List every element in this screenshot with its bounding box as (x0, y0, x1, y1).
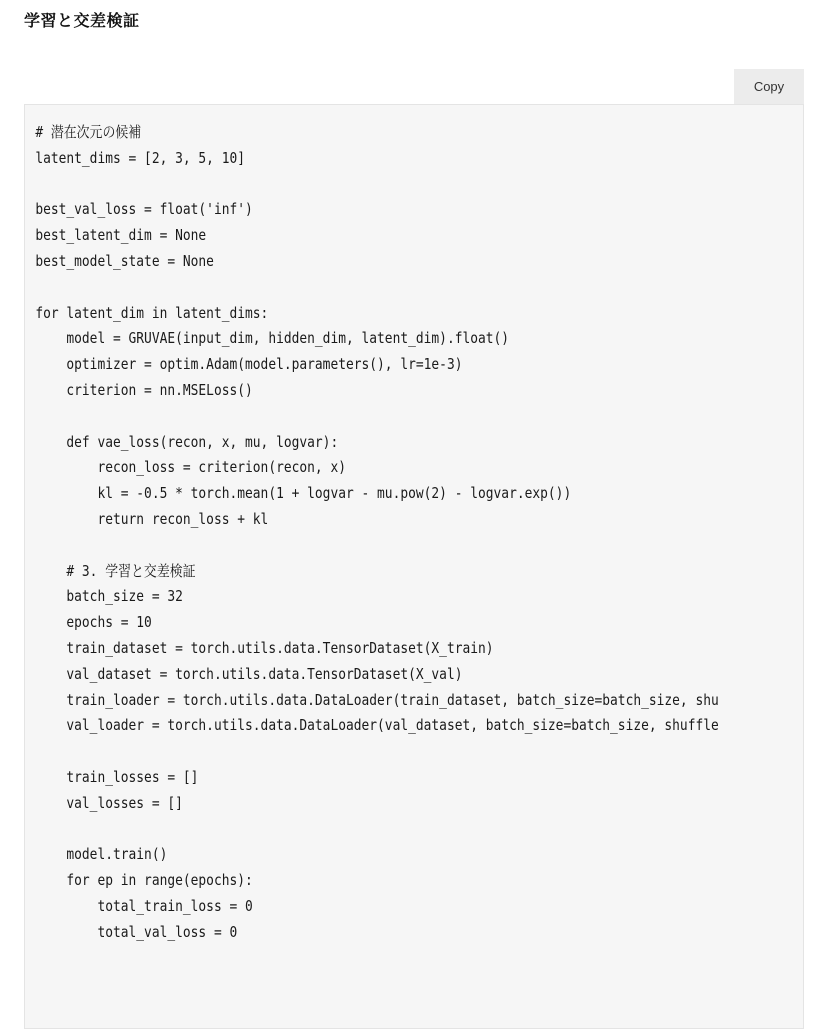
code-line (35, 946, 694, 972)
code-line: latent_dims = [2, 3, 5, 10] (35, 148, 246, 167)
code-line: train_dataset = torch.utils.data.TensorDataset(X_train) (35, 638, 494, 657)
code-line: model = GRUVAE(input_dim, hidden_dim, latent_dim).float() (35, 329, 510, 348)
code-line: for latent_dim in latent_dims: (35, 303, 269, 322)
code-line: best_val_loss = float('inf') (35, 200, 253, 219)
code-line (35, 404, 694, 430)
code-line: val_dataset = torch.utils.data.TensorDataset(X_val) (35, 664, 463, 683)
page-title: 学習と交差検証 (24, 11, 140, 30)
code-block[interactable] (24, 104, 804, 1029)
code-line: # 3. 学習と交差検証 (35, 561, 196, 580)
code-line (35, 817, 694, 843)
code-line: optimizer = optim.Adam(model.parameters(), lr=1e-3) (35, 355, 463, 374)
code-line: best_model_state = None (35, 251, 214, 270)
code-line: return recon_loss + kl (35, 509, 269, 528)
code-line: kl = -0.5 * torch.mean(1 + logvar - mu.pow(2) - logvar.exp()) (35, 484, 572, 503)
code-line: batch_size = 32 (35, 587, 183, 606)
code-line: total_train_loss = 0 (35, 896, 253, 915)
code-line: # 潜在次元の候補 (35, 123, 142, 141)
code-snippet (24, 69, 804, 1029)
code-line: epochs = 10 (35, 613, 152, 632)
code-line: best_latent_dim = None (35, 226, 207, 245)
code-line: train_losses = [] (35, 767, 199, 786)
code-line: recon_loss = criterion(recon, x) (35, 458, 346, 477)
code-line: val_loader = torch.utils.data.DataLoader(val_dataset, batch_size=batch_size, shuffle (35, 716, 719, 735)
copy-button[interactable]: Copy (734, 69, 804, 104)
code-lines (25, 105, 719, 971)
code-line: train_loader = torch.utils.data.DataLoader(train_dataset, batch_size=batch_size, shu (35, 690, 719, 709)
code-line: val_losses = [] (35, 793, 183, 812)
code-line (35, 739, 694, 765)
code-line: def vae_loss(recon, x, mu, logvar): (35, 432, 339, 451)
code-line: total_val_loss = 0 (35, 922, 238, 941)
code-line (35, 533, 694, 559)
code-line: criterion = nn.MSELoss() (35, 380, 253, 399)
code-line (35, 275, 694, 301)
code-line: for ep in range(epochs): (35, 871, 253, 890)
code-line: model.train() (35, 845, 168, 864)
code-line (35, 172, 694, 198)
